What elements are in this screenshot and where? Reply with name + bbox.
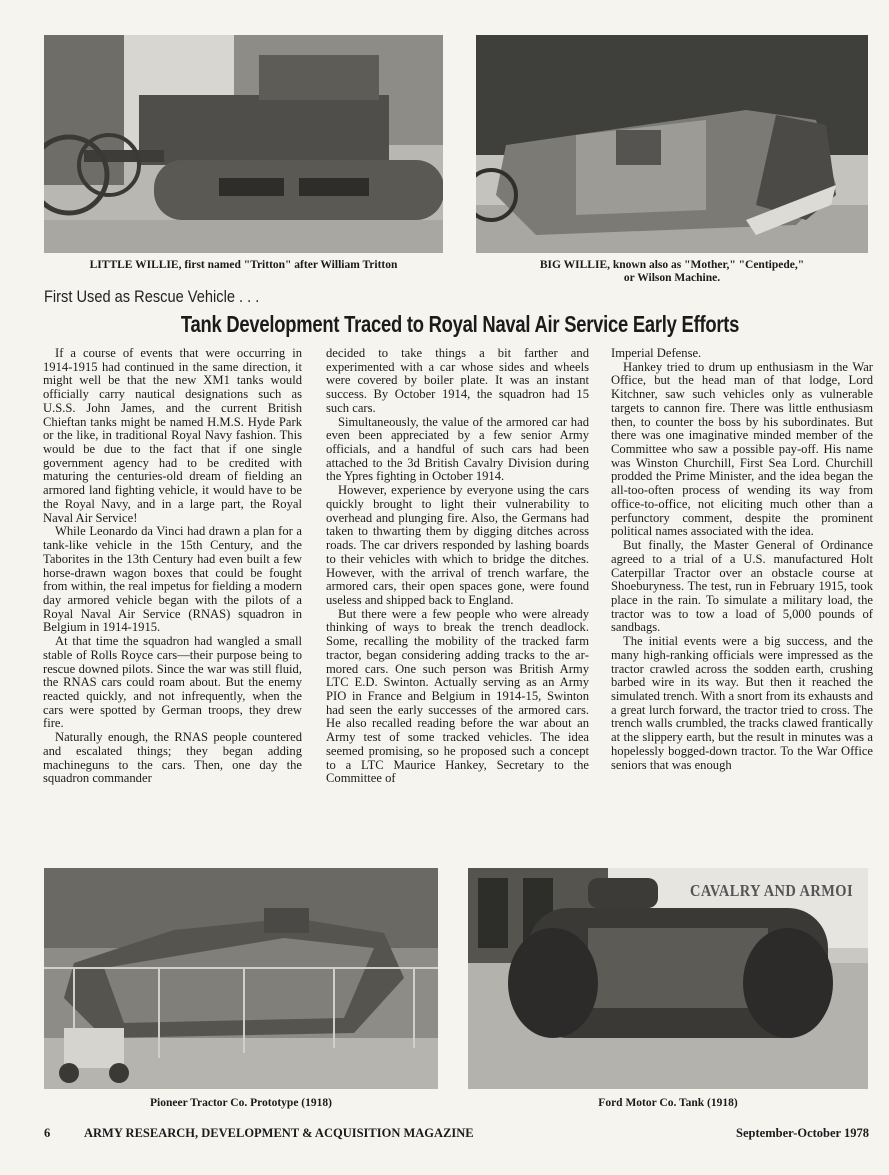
caption-big-willie — [476, 259, 868, 285]
paragraph: The initial events were a big success, and the many high-ranking officials were impressed as the tractor crawled across the sodden earth, crushing barbed wire in its way. But then it reached the simulated trench. With a snort from its exhausts and a great lurch forward, the tractor tried to cross. The trench walls crumbled, the tracks clawed frantically at the slippery earth, but the result in minutes was a hopelessly bogged-down tractor. To the War Office seniors that was enough — [611, 634, 873, 772]
photo-ford-tank — [468, 868, 868, 1089]
photo-pioneer-tractor — [44, 868, 438, 1089]
caption-big-willie-line2: or Wilson Machine. — [623, 272, 721, 284]
caption-ford-tank: Ford Motor Co. Tank (1918) — [598, 1097, 738, 1109]
cavalry-armor-sign: CAVALRY AND ARMOI — [690, 881, 854, 900]
article-headline: Tank Development Traced to Royal Naval Air Service Early Efforts — [180, 311, 740, 337]
caption-pioneer-tractor: Pioneer Tractor Co. Prototype (1918) — [150, 1097, 332, 1109]
paragraph: If a course of events that were occurring in 1914-1915 had continued in the same direction, it might well be that the new XM1 tanks would officially carry nautical designations such as U.S.S. John James, and the current British Chieftan tanks might be named H.M.S. Hyde Park or the like, in traditional Royal Navy fashion. This would be due to the fact that if one single government agency had to be credited with maturing the centuries-old dream of fielding an armored land fighting vehicle, it would have to be the Royal Navy, and in a large part, the Royal Naval Air Service! — [43, 346, 302, 525]
caption-little-willie: LITTLE WILLIE, first named "Tritton" after William Tritton — [89, 259, 398, 271]
photo-little-willie — [44, 35, 443, 253]
paragraph: Naturally enough, the RNAS people countered and escalated things; they began adding machineguns to the cars. Then, one day the squadron commander — [43, 730, 302, 786]
paragraph: Hankey tried to drum up enthusiasm in the War Office, but the head man of that lodge, Lord Kitchner, saw such vehicles only as vulnerable targets to cannon fire. There was little enthusiasm then, to counter the boss by his subordinates. But there was one imaginative minded member of the Committee who saw a possible pay-off. His name was Winston Churchill, First Sea Lord. Churchill prodded the Prime Minister, and the idea began the all-too-often process of wending its way from office-to-office, not eliciting much other than a perfunctory comment, despite the prominent political names associated with the idea. — [611, 359, 873, 539]
magazine-title: ARMY RESEARCH, DEVELOPMENT & ACQUISITION MAGAZINE — [84, 1126, 474, 1140]
paragraph: However, experience by everyone using the cars quickly brought to light their vulnerability to overhead and plunging fire. Also, the Germans had taken to thwarting them by digging ditches across roads. The car drivers responded by lashing boards to their vehicles with which to bridge the ditches. However, with the arrival of trench warfare, the armored cars, their open spaces gone, were found useless and shipped back to England. — [326, 483, 589, 607]
paragraph: At that time the squadron had wangled a small stable of Rolls Royce cars—their purpose being to rescue downed pilots. Since the war was still fluid, the RNAS cars could roam about. But the enemy reacted quickly, and not infrequently, when the cars were spotted by German troops, they drew fire. — [43, 634, 302, 731]
paragraph: decided to take things a bit farther and experimented with a car whose sides and wheels were covered by boiler plate. It was an instant success. By October 1914, the squadron had 15 such cars. — [326, 346, 589, 415]
paragraph: Simultaneously, the value of the armored car had even been appreciated by a few senior Army officials, and a handful of such cars had been attached to the 3d British Cavalry Division during the Ypres fighting in October 1914. — [326, 414, 589, 484]
caption-big-willie-line1: BIG WILLIE, known also as "Mother," "Centipede," — [539, 259, 805, 271]
paragraph: But finally, the Master General of Ordinance agreed to a trial of a U.S. manufactured Holt Caterpillar Tractor over an obstacle course at Shoeburyness. The test, run in February 1915, took place in the rain. To simulate a military load, the tractor was to tow a load of 5,000 pounds of sandbags. — [611, 538, 873, 635]
article-kicker: First Used as Rescue Vehicle . . . — [44, 287, 260, 306]
paragraph: While Leonardo da Vinci had drawn a plan for a tank-like vehicle in the 15th Century, and the Taborites in the 13th Century had even built a few horse-drawn wagon boxes that could be fought from within, the real impetus for fielding a modern day armored vehicle began with the pilots of a Royal Naval Air Service (RNAS) squadron in Belgium in 1914-1915. — [43, 524, 302, 635]
page-number: 6 — [44, 1126, 51, 1140]
article-column-3 — [611, 347, 873, 772]
article-column-1 — [43, 347, 302, 786]
photo-big-willie — [476, 35, 868, 253]
paragraph: But there were a few people who were already thinking of ways to break the trench deadlock. Some, recalling the mobility of the tracked farm tractor, began considering adding tracks to the armored cars. One such person was British Army LTC E.D. Swinton. Actually serving as an Army PIO in France and Belgium in 1914-15, Swinton had seen the early successes of the armored cars. He also recalled reading before the war about an Army test of some tracked vehicles. The idea seemed promising, so he proposed such a concept to a LTC Maurice Hankey, Secretary to the Committee of — [326, 606, 589, 786]
article-column-2 — [326, 347, 589, 786]
paragraph: Imperial Defense. — [611, 346, 702, 360]
issue-date: September-October 1978 — [736, 1126, 869, 1140]
